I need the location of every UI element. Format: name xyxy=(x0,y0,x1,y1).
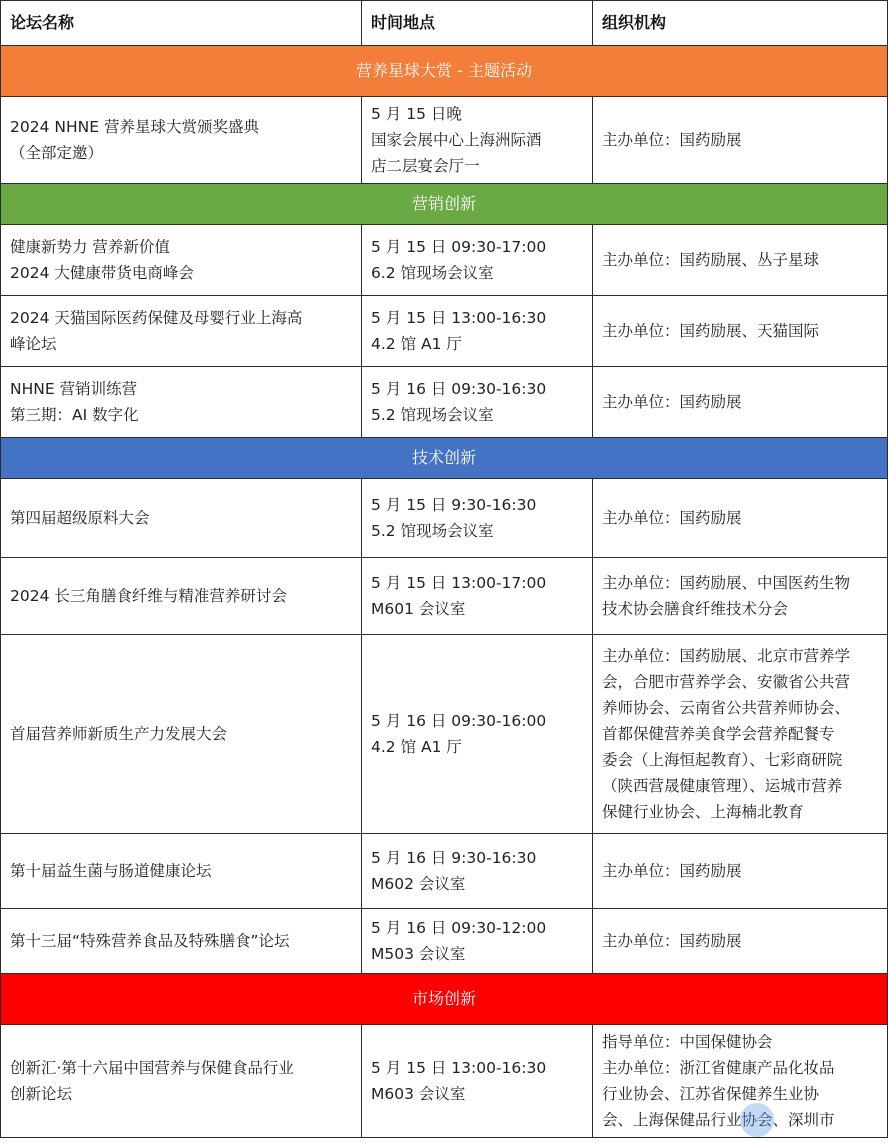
time-location-cell: 5 月 16 日 09:30-12:00 M503 会议室 xyxy=(362,909,593,974)
time-location-cell: 5 月 15 日 9:30-16:30 5.2 馆现场会议室 xyxy=(362,479,593,558)
forum-name-cell: 创新汇·第十六届中国营养与保健食品行业 创新论坛 xyxy=(1,1025,362,1138)
header-row xyxy=(1,1,888,46)
organizer-cell: 主办单位：国药励展 xyxy=(593,367,888,438)
time-location-cell: 5 月 16 日 09:30-16:00 4.2 馆 A1 厅 xyxy=(362,635,593,834)
time-location-cell: 5 月 15 日 13:00-17:00 M601 会议室 xyxy=(362,558,593,635)
table-row xyxy=(1,558,888,635)
time-location-cell: 5 月 16 日 9:30-16:30 M602 会议室 xyxy=(362,834,593,909)
section-row xyxy=(1,184,888,225)
forum-name-cell: NHNE 营销训练营 第三期：AI 数字化 xyxy=(1,367,362,438)
forum-name-cell: 2024 天猫国际医药保健及母婴行业上海高 峰论坛 xyxy=(1,296,362,367)
table-row xyxy=(1,367,888,438)
forum-name-cell: 第十届益生菌与肠道健康论坛 xyxy=(1,834,362,909)
forum-name-cell: 第十三届“特殊营养食品及特殊膳食”论坛 xyxy=(1,909,362,974)
section-title: 技术创新 xyxy=(1,438,888,479)
organizer-cell: 主办单位：国药励展、中国医药生物 技术协会膳食纤维技术分会 xyxy=(593,558,888,635)
table-row xyxy=(1,225,888,296)
section-title: 市场创新 xyxy=(1,974,888,1025)
organizer-cell: 主办单位：国药励展、北京市营养学 会，合肥市营养学会、安徽省公共营 养师协会、云南省公共营养师协会、 首都保健营养美食学会营养配餐专 委会（上海恒起教育）、七彩商研院 （陕西营晟健康管理）、运城市营养 保健行业协会、上海楠北教育 xyxy=(593,635,888,834)
table-row xyxy=(1,909,888,974)
section-title: 营养星球大赏 - 主题活动 xyxy=(1,46,888,97)
header-forum-name: 论坛名称 xyxy=(1,1,362,46)
organizer-cell: 指导单位：中国保健协会 主办单位：浙江省健康产品化妆品 行业协会、江苏省保健养生业协 会、上海保健品行业协会、深圳市 xyxy=(593,1025,888,1138)
organizer-cell: 主办单位：国药励展 xyxy=(593,97,888,184)
section-row xyxy=(1,46,888,97)
table-row xyxy=(1,97,888,184)
section-row xyxy=(1,974,888,1025)
section-row xyxy=(1,438,888,479)
time-location-cell: 5 月 15 日晚 国家会展中心上海洲际酒 店二层宴会厅一 xyxy=(362,97,593,184)
forum-name-cell: 第四届超级原料大会 xyxy=(1,479,362,558)
time-location-cell: 5 月 15 日 13:00-16:30 4.2 馆 A1 厅 xyxy=(362,296,593,367)
time-location-cell: 5 月 15 日 09:30-17:00 6.2 馆现场会议室 xyxy=(362,225,593,296)
watermark-logo-icon xyxy=(740,1103,774,1137)
forum-name-cell: 首届营养师新质生产力发展大会 xyxy=(1,635,362,834)
organizer-cell: 主办单位：国药励展、丛子星球 xyxy=(593,225,888,296)
forum-name-cell: 2024 NHNE 营养星球大赏颁奖盛典 （全部定邀） xyxy=(1,97,362,184)
table-row xyxy=(1,296,888,367)
table-row xyxy=(1,479,888,558)
header-time-location: 时间地点 xyxy=(362,1,593,46)
forum-name-cell: 2024 长三角膳食纤维与精准营养研讨会 xyxy=(1,558,362,635)
table-row xyxy=(1,635,888,834)
time-location-cell: 5 月 15 日 13:00-16:30 M603 会议室 xyxy=(362,1025,593,1138)
organizer-cell: 主办单位：国药励展 xyxy=(593,834,888,909)
header-organizer: 组织机构 xyxy=(593,1,888,46)
table-row xyxy=(1,834,888,909)
organizer-cell: 主办单位：国药励展 xyxy=(593,909,888,974)
organizer-cell: 主办单位：国药励展 xyxy=(593,479,888,558)
time-location-cell: 5 月 16 日 09:30-16:30 5.2 馆现场会议室 xyxy=(362,367,593,438)
section-title: 营销创新 xyxy=(1,184,888,225)
organizer-cell: 主办单位：国药励展、天猫国际 xyxy=(593,296,888,367)
forum-name-cell: 健康新势力 营养新价值 2024 大健康带货电商峰会 xyxy=(1,225,362,296)
